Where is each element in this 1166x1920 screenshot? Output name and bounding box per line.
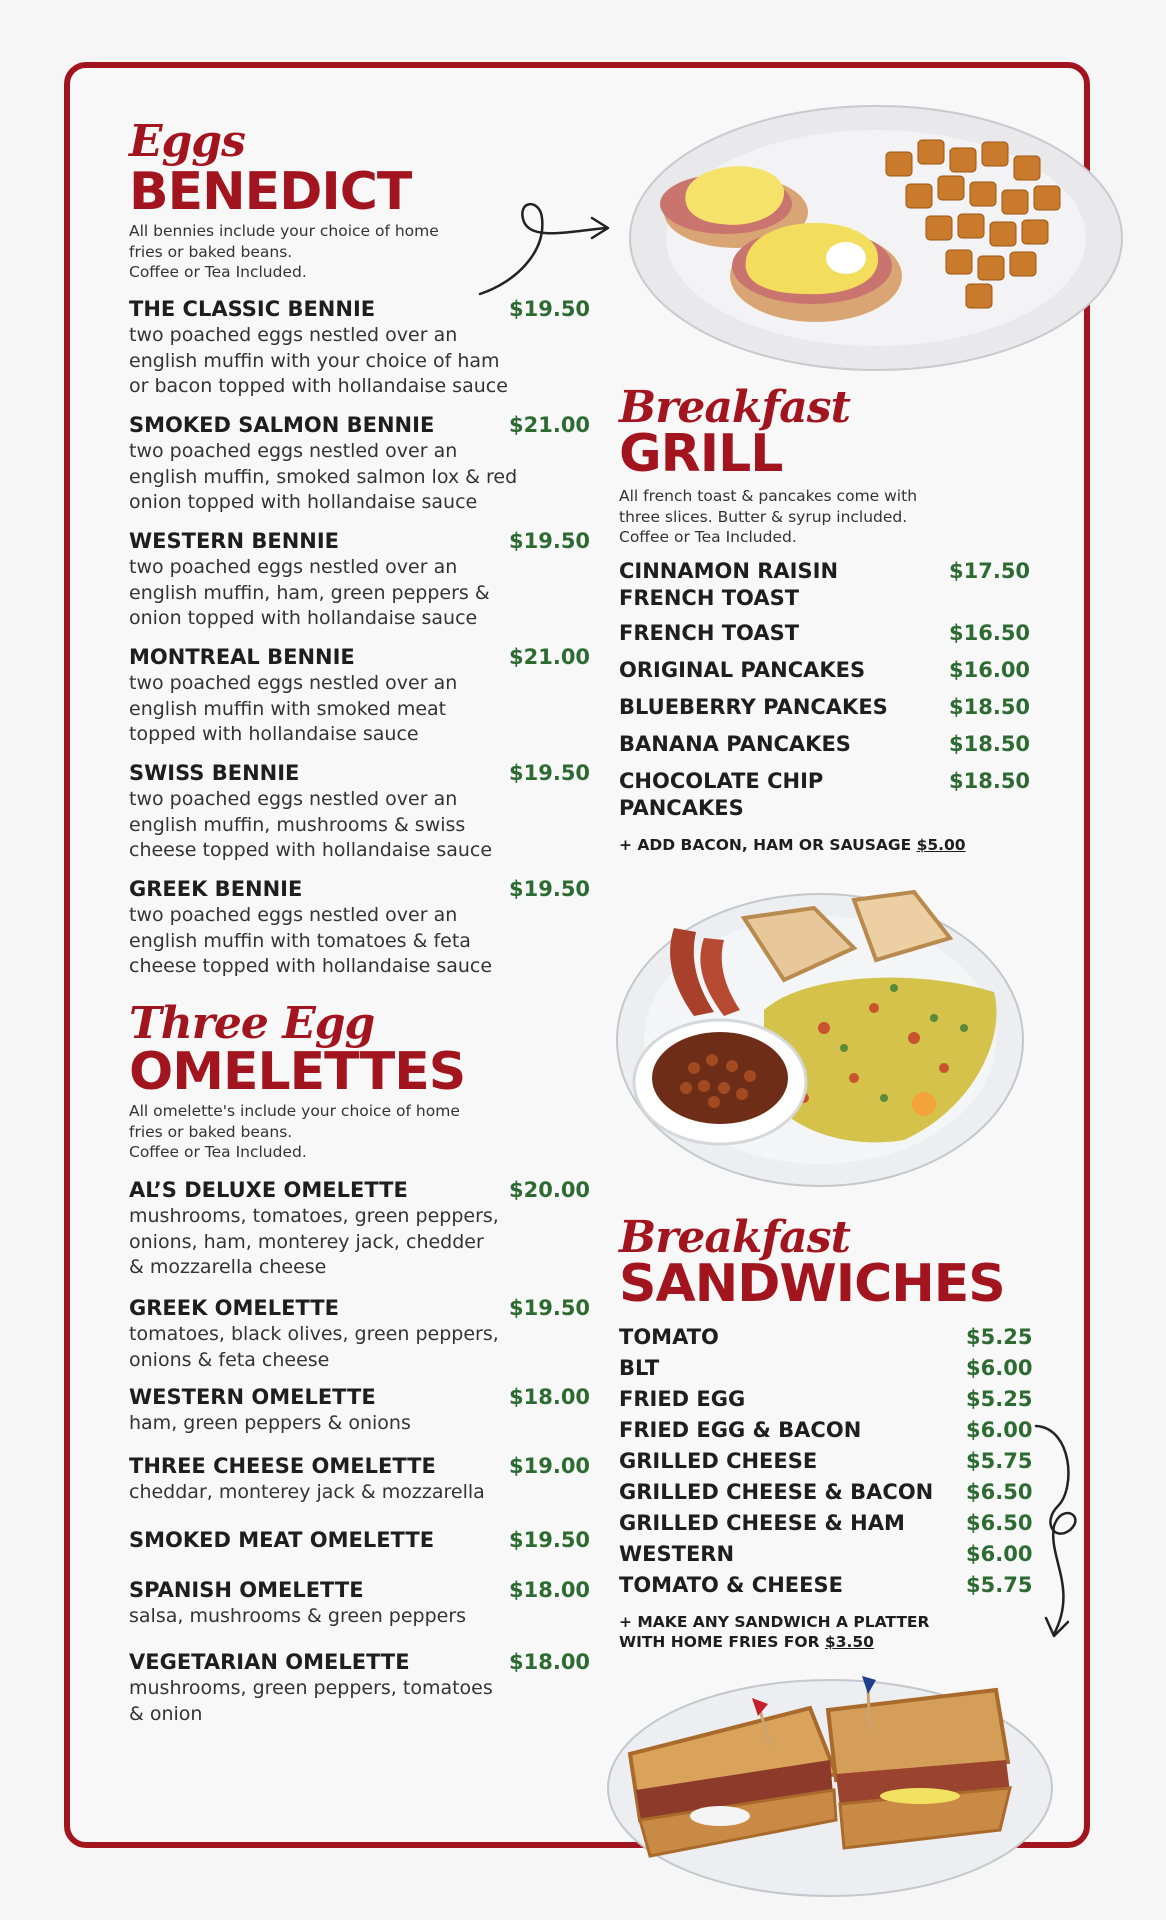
addon-line — [619, 1632, 929, 1652]
grill-item — [619, 558, 1029, 612]
sandwich-item — [619, 1415, 1033, 1446]
omelettes-script-title: Three Egg — [129, 998, 375, 1049]
benedict-item — [129, 528, 589, 632]
grill-item — [619, 731, 1029, 758]
eggs-benedict-photo — [626, 100, 1126, 376]
item-name: GREEK BENNIE — [129, 877, 303, 901]
note-line: fries or baked beans. — [129, 1122, 293, 1141]
desc-line: tomatoes, black olives, green peppers, — [129, 1323, 499, 1345]
omelette-item — [129, 1384, 589, 1437]
item-price: $5.25 — [966, 1387, 1033, 1411]
name-line: CHOCOLATE CHIP — [619, 769, 824, 793]
desc-line: two poached eggs nestled over an — [129, 440, 458, 462]
note-line: three slices. Butter & syrup included. — [619, 507, 908, 526]
item-price: $6.00 — [966, 1356, 1033, 1380]
sandwich-item — [619, 1384, 1033, 1415]
item-name: SWISS BENNIE — [129, 761, 300, 785]
item-price: $19.50 — [509, 761, 591, 785]
item-name: BLT — [619, 1356, 660, 1380]
curly-arrow-down-icon — [1032, 1418, 1088, 1648]
addon-price: $3.50 — [824, 1633, 874, 1651]
grill-item — [619, 694, 1029, 721]
item-name: VEGETARIAN OMELETTE — [129, 1650, 410, 1674]
item-description — [129, 903, 589, 980]
desc-line: two poached eggs nestled over an — [129, 788, 458, 810]
item-price: $6.50 — [966, 1511, 1033, 1535]
desc-line: english muffin with your choice of ham — [129, 349, 500, 372]
item-description — [129, 1480, 589, 1506]
item-price: $6.00 — [966, 1542, 1033, 1566]
desc-line: two poached eggs nestled over an — [129, 556, 458, 578]
item-name: AL’S DELUXE OMELETTE — [129, 1178, 408, 1202]
addon-text: + ADD BACON, HAM OR SAUSAGE — [619, 836, 917, 854]
benedict-item — [129, 876, 589, 980]
name-line: PANCAKES — [619, 796, 744, 820]
benedict-item — [129, 296, 589, 400]
item-price: $21.00 — [509, 645, 591, 669]
item-name: SMOKED SALMON BENNIE — [129, 413, 435, 437]
omelettes-title: OMELETTES — [129, 1042, 466, 1102]
item-price: $18.50 — [949, 732, 1031, 756]
item-price: $16.50 — [949, 621, 1031, 645]
desc-line: english muffin, ham, green peppers & — [129, 581, 490, 604]
sandwich-item — [619, 1353, 1033, 1384]
desc-line: english muffin with smoked meat — [129, 697, 447, 720]
sandwich-item — [619, 1477, 1033, 1508]
desc-line: or bacon topped with hollandaise sauce — [129, 375, 508, 397]
grill-item — [619, 657, 1029, 684]
desc-line: two poached eggs nestled over an — [129, 904, 458, 926]
sandwich-item — [619, 1446, 1033, 1477]
desc-line: english muffin, mushrooms & swiss — [129, 813, 466, 836]
item-price: $18.00 — [509, 1650, 591, 1674]
item-description — [129, 439, 589, 516]
item-price: $19.50 — [509, 1296, 591, 1320]
item-price: $6.00 — [966, 1418, 1033, 1442]
desc-line: two poached eggs nestled over an — [129, 672, 458, 694]
desc-line: onions & feta cheese — [129, 1348, 330, 1371]
item-name: MONTREAL BENNIE — [129, 645, 355, 669]
benedict-title: BENEDICT — [129, 162, 412, 222]
item-name: WESTERN — [619, 1542, 735, 1566]
omelette-item — [129, 1577, 589, 1630]
omelette-breakfast-photo — [614, 888, 1026, 1192]
desc-line: mushrooms, tomatoes, green peppers, — [129, 1205, 499, 1227]
sandwich-photo — [600, 1670, 1060, 1900]
desc-line: english muffin with tomatoes & feta — [129, 929, 471, 952]
desc-line: english muffin, smoked salmon lox & red — [129, 465, 518, 488]
item-price: $5.25 — [966, 1325, 1033, 1349]
item-name: TOMATO — [619, 1325, 719, 1349]
item-name: THE CLASSIC BENNIE — [129, 297, 376, 321]
omelette-item — [129, 1649, 589, 1727]
item-name: BANANA PANCAKES — [619, 732, 851, 756]
item-description — [129, 555, 589, 632]
item-name: WESTERN OMELETTE — [129, 1385, 376, 1409]
desc-line: & onion — [129, 1702, 203, 1725]
item-name: THREE CHEESE OMELETTE — [129, 1454, 436, 1478]
grill-script-title: Breakfast — [619, 382, 850, 433]
item-name: FRIED EGG — [619, 1387, 746, 1411]
note-line: All bennies include your choice of home — [129, 222, 439, 240]
desc-line: onion topped with hollandaise sauce — [129, 607, 478, 629]
item-price: $18.00 — [509, 1578, 591, 1602]
item-price: $18.50 — [949, 769, 1031, 793]
grill-addon-note — [619, 835, 966, 855]
name-line: FRENCH TOAST — [619, 586, 800, 610]
desc-line: cheddar, monterey jack & mozzarella — [129, 1481, 485, 1503]
benedict-script-title: Eggs — [129, 116, 245, 167]
desc-line: & mozzarella cheese — [129, 1256, 327, 1278]
item-description — [129, 1676, 589, 1727]
item-price: $6.50 — [966, 1480, 1033, 1504]
omelettes-note — [129, 1101, 460, 1163]
grill-title: GRILL — [619, 424, 783, 484]
item-description — [129, 1204, 589, 1281]
benedict-item — [129, 412, 589, 516]
desc-line: onion topped with hollandaise sauce — [129, 491, 478, 513]
item-price: $18.50 — [949, 695, 1031, 719]
item-description — [129, 1411, 589, 1437]
addon-text: WITH HOME FRIES FOR — [619, 1633, 825, 1651]
note-line: All french toast & pancakes come with — [619, 487, 918, 505]
desc-line: mushrooms, green peppers, tomatoes — [129, 1677, 493, 1699]
item-description — [129, 1322, 589, 1373]
sandwich-item — [619, 1570, 1033, 1601]
note-line: Coffee or Tea Included. — [129, 1143, 307, 1161]
desc-line: cheese topped with hollandaise sauce — [129, 955, 493, 977]
item-price: $16.00 — [949, 658, 1031, 682]
omelette-item — [129, 1295, 589, 1373]
addon-line: + MAKE ANY SANDWICH A PLATTER — [619, 1613, 930, 1631]
item-price: $19.50 — [509, 529, 591, 553]
curly-arrow-right-icon — [476, 192, 616, 298]
desc-line: ham, green peppers & onions — [129, 1412, 411, 1434]
note-line: All omelette's include your choice of home — [129, 1102, 460, 1120]
sandwich-item — [619, 1508, 1033, 1539]
item-name: GRILLED CHEESE & HAM — [619, 1511, 905, 1535]
name-line: CINNAMON RAISIN — [619, 559, 839, 583]
desc-line: cheese topped with hollandaise sauce — [129, 839, 493, 861]
item-name: FRIED EGG & BACON — [619, 1418, 862, 1442]
sandwich-item — [619, 1539, 1033, 1570]
item-price: $20.00 — [509, 1178, 591, 1202]
sandwiches-script-title: Breakfast — [619, 1212, 850, 1263]
note-line: Coffee or Tea Included. — [129, 263, 307, 281]
item-name: WESTERN BENNIE — [129, 529, 340, 553]
item-price: $19.50 — [509, 297, 591, 321]
desc-line: topped with hollandaise sauce — [129, 723, 419, 745]
sandwich-item — [619, 1322, 1033, 1353]
item-name: TOMATO & CHEESE — [619, 1573, 843, 1597]
item-name: SMOKED MEAT OMELETTE — [129, 1528, 435, 1552]
item-price: $19.00 — [509, 1454, 591, 1478]
item-name: GRILLED CHEESE & BACON — [619, 1480, 934, 1504]
grill-item — [619, 768, 1029, 822]
item-description — [129, 787, 589, 864]
item-description — [129, 323, 589, 400]
sandwiches-addon-note — [619, 1612, 929, 1652]
note-line: Coffee or Tea Included. — [619, 528, 797, 546]
item-name: SPANISH OMELETTE — [129, 1578, 364, 1602]
item-price: $5.75 — [966, 1449, 1033, 1473]
desc-line: salsa, mushrooms & green peppers — [129, 1605, 467, 1627]
item-price: $19.50 — [509, 1528, 591, 1552]
item-description — [129, 1604, 589, 1630]
omelette-item — [129, 1177, 589, 1281]
addon-price: $5.00 — [916, 836, 966, 854]
item-price: $5.75 — [966, 1573, 1033, 1597]
desc-line: two poached eggs nestled over an — [129, 324, 458, 346]
item-description — [129, 671, 589, 748]
note-line: fries or baked beans. — [129, 242, 293, 261]
grill-item — [619, 620, 1029, 647]
item-name: GREEK OMELETTE — [129, 1296, 339, 1320]
benedict-item — [129, 760, 589, 864]
omelette-item — [129, 1527, 589, 1554]
item-price: $18.00 — [509, 1385, 591, 1409]
sandwiches-list — [619, 1322, 1033, 1601]
item-name: BLUEBERRY PANCAKES — [619, 695, 888, 719]
benedict-note — [129, 221, 439, 283]
omelette-item — [129, 1453, 589, 1506]
item-name: FRENCH TOAST — [619, 621, 800, 645]
item-price: $21.00 — [509, 413, 591, 437]
item-name: GRILLED CHEESE — [619, 1449, 818, 1473]
item-price: $19.50 — [509, 877, 591, 901]
desc-line: onions, ham, monterey jack, chedder — [129, 1230, 484, 1253]
item-name: ORIGINAL PANCAKES — [619, 658, 866, 682]
sandwiches-title: SANDWICHES — [619, 1254, 1005, 1314]
grill-note — [619, 486, 917, 548]
benedict-item — [129, 644, 589, 748]
item-price: $17.50 — [949, 559, 1031, 583]
